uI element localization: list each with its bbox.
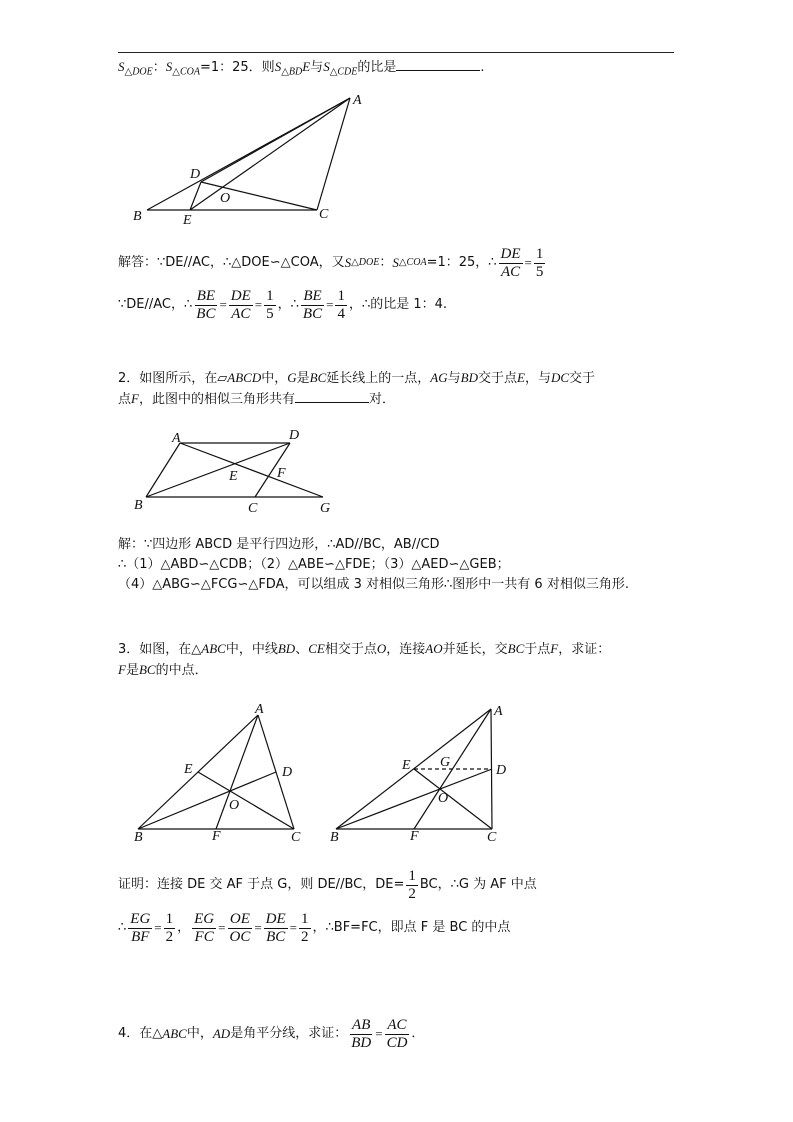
label-A: A — [353, 93, 362, 108]
fraction-1-4: $\frac{1}{4}$ — [337, 287, 345, 322]
fraction-DE-AC: $\frac{DE}{AC}$ — [500, 245, 521, 280]
segment-CA — [317, 98, 350, 210]
median-CE — [198, 772, 294, 829]
fraction-EG-BF: $\frac{EG}{BF}$ — [130, 910, 151, 945]
fraction-AB-BD: $\frac{AB}{BD}$ — [351, 1016, 372, 1051]
label-D: D — [496, 763, 507, 778]
label-G: G — [320, 501, 331, 516]
label-C: C — [319, 207, 329, 222]
problem3-statement-line1: 3．如图，在△ABC中，中线BD、CE相交于点O，连接AO并延长，交BC于点F，求证： — [118, 641, 611, 657]
label-C: C — [248, 501, 258, 516]
segment-EA — [190, 98, 350, 210]
label-D: D — [282, 765, 293, 780]
segment-DA — [201, 98, 350, 182]
fraction-DE-BC: $\frac{DE}{BC}$ — [265, 910, 286, 945]
label-E: E — [183, 213, 192, 228]
fraction-1-2: $\frac{1}{2}$ — [165, 910, 174, 945]
segment-AG — [180, 443, 323, 497]
label-B: B — [330, 830, 339, 845]
problem3-proof-line2: ∴ $\frac{EG}{BF}$ = $\frac{1}{2}$ ， $\frac{EG}{FC}$ = $\frac{OE}{OC}$ = $\frac{DE}{BC}$ = $\frac{1}{2}$ ，∴BF=FC，即点 F 是 BC 的中点 — [118, 910, 511, 945]
label-A: A — [255, 702, 264, 717]
fraction-OE-OC: $\frac{OE}{OC}$ — [229, 910, 251, 945]
label-E: E — [229, 469, 238, 484]
label-D: D — [289, 428, 300, 443]
problem4-statement: 4．在△ ABC 中， AD 是角平分线，求证： $\frac{AB}{BD}$ = $\frac{AC}{CD}$ ． — [118, 1016, 425, 1051]
fraction-AC-CD: $\frac{AC}{CD}$ — [386, 1016, 408, 1051]
label-F: F — [212, 829, 221, 844]
label-A: A — [494, 704, 503, 719]
problem2-solution-line1: 解：∵四边形 ABCD 是平行四边形，∴AD//BC，AB//CD — [118, 537, 440, 552]
segment-BD — [146, 443, 290, 497]
median-BD — [138, 772, 276, 829]
problem1-solution-line1: 解答：∵DE//AC，∴△DOE∽△COA，又 S △DOE ： S △COA =1：25，∴ $\frac{DE}{AC}$ = $\frac{1}{5}$ — [118, 245, 544, 280]
median-CE — [414, 769, 492, 829]
label-G: G — [440, 755, 451, 770]
fraction-DE-AC: $\frac{DE}{AC}$ — [230, 287, 251, 322]
label-E: E — [402, 758, 411, 773]
fraction-BE-BC: $\frac{BE}{BC}$ — [196, 287, 216, 322]
problem2-figure — [128, 425, 343, 517]
problem3-proof-line1: 证明：连接 DE 交 AF 于点 G，则 DE//BC，DE= $\frac{1}{2}$ BC，∴G 为 AF 中点 — [118, 867, 537, 902]
label-B: B — [134, 498, 143, 513]
problem2-solution-line2: ∴（1）△ABD∽△CDB；（2）△ABE∽△FDE；（3）△AED∽△GEB； — [118, 557, 510, 572]
label-F: F — [277, 466, 286, 481]
label-O: O — [438, 791, 449, 806]
problem3-figure-right — [326, 695, 526, 850]
problem1-solution-line2: ∵DE//AC，∴ $\frac{BE}{BC}$ = $\frac{DE}{AC}$ = $\frac{1}{5}$ ，∴ $\frac{BE}{BC}$ = $\frac{1}{4}$ ，∴的比是 1：4. — [118, 287, 448, 322]
fraction-1-5: $\frac{1}{5}$ — [266, 287, 274, 322]
problem2-solution-line3: （4）△ABG∽△FCG∽△FDA，可以组成 3 对相似三角形∴图形中一共有 6 对相似三角形. — [118, 577, 629, 592]
median-BD — [336, 769, 492, 829]
problem3-statement-line2: F是BC的中点． — [118, 662, 208, 678]
answer-blank — [295, 390, 369, 403]
fraction-1-2-b: $\frac{1}{2}$ — [301, 910, 309, 945]
problem2-statement-line2: 点F，此图中的相似三角形共有 对． — [118, 391, 395, 407]
label-D: D — [190, 167, 201, 182]
label-O: O — [229, 798, 240, 813]
label-B: B — [133, 209, 142, 224]
label-E: E — [184, 762, 193, 777]
segment-BA — [146, 443, 180, 497]
label-B: B — [134, 830, 143, 845]
problem3-figure-left — [128, 695, 318, 850]
label-O: O — [220, 191, 231, 206]
answer-blank — [396, 58, 480, 71]
label-A: A — [172, 431, 181, 446]
fraction-BE-BC-2: $\frac{BE}{BC}$ — [302, 287, 323, 322]
fraction-EG-FC: $\frac{EG}{FC}$ — [194, 910, 215, 945]
problem1-figure — [120, 90, 370, 230]
label-F: F — [410, 829, 419, 844]
label-C: C — [291, 830, 301, 845]
problem1-statement: $S_{\triangle DOE}$：$S_{\triangle COA}=1$：25．则$S_{\triangle BD}E$与$S_{\triangle CDE}$的比是 . — [118, 59, 485, 78]
fraction-1-2: $\frac{1}{2}$ — [408, 867, 416, 902]
top-rule — [118, 52, 674, 53]
problem2-statement-line1: 2．如图所示，在▱ABCD中，G是BC延长线上的一点，AG与BD交于点E，与DC交于 — [118, 370, 596, 386]
fraction-1-5: $\frac{1}{5}$ — [535, 245, 544, 280]
label-C: C — [487, 830, 497, 845]
segment-DC — [201, 182, 317, 210]
